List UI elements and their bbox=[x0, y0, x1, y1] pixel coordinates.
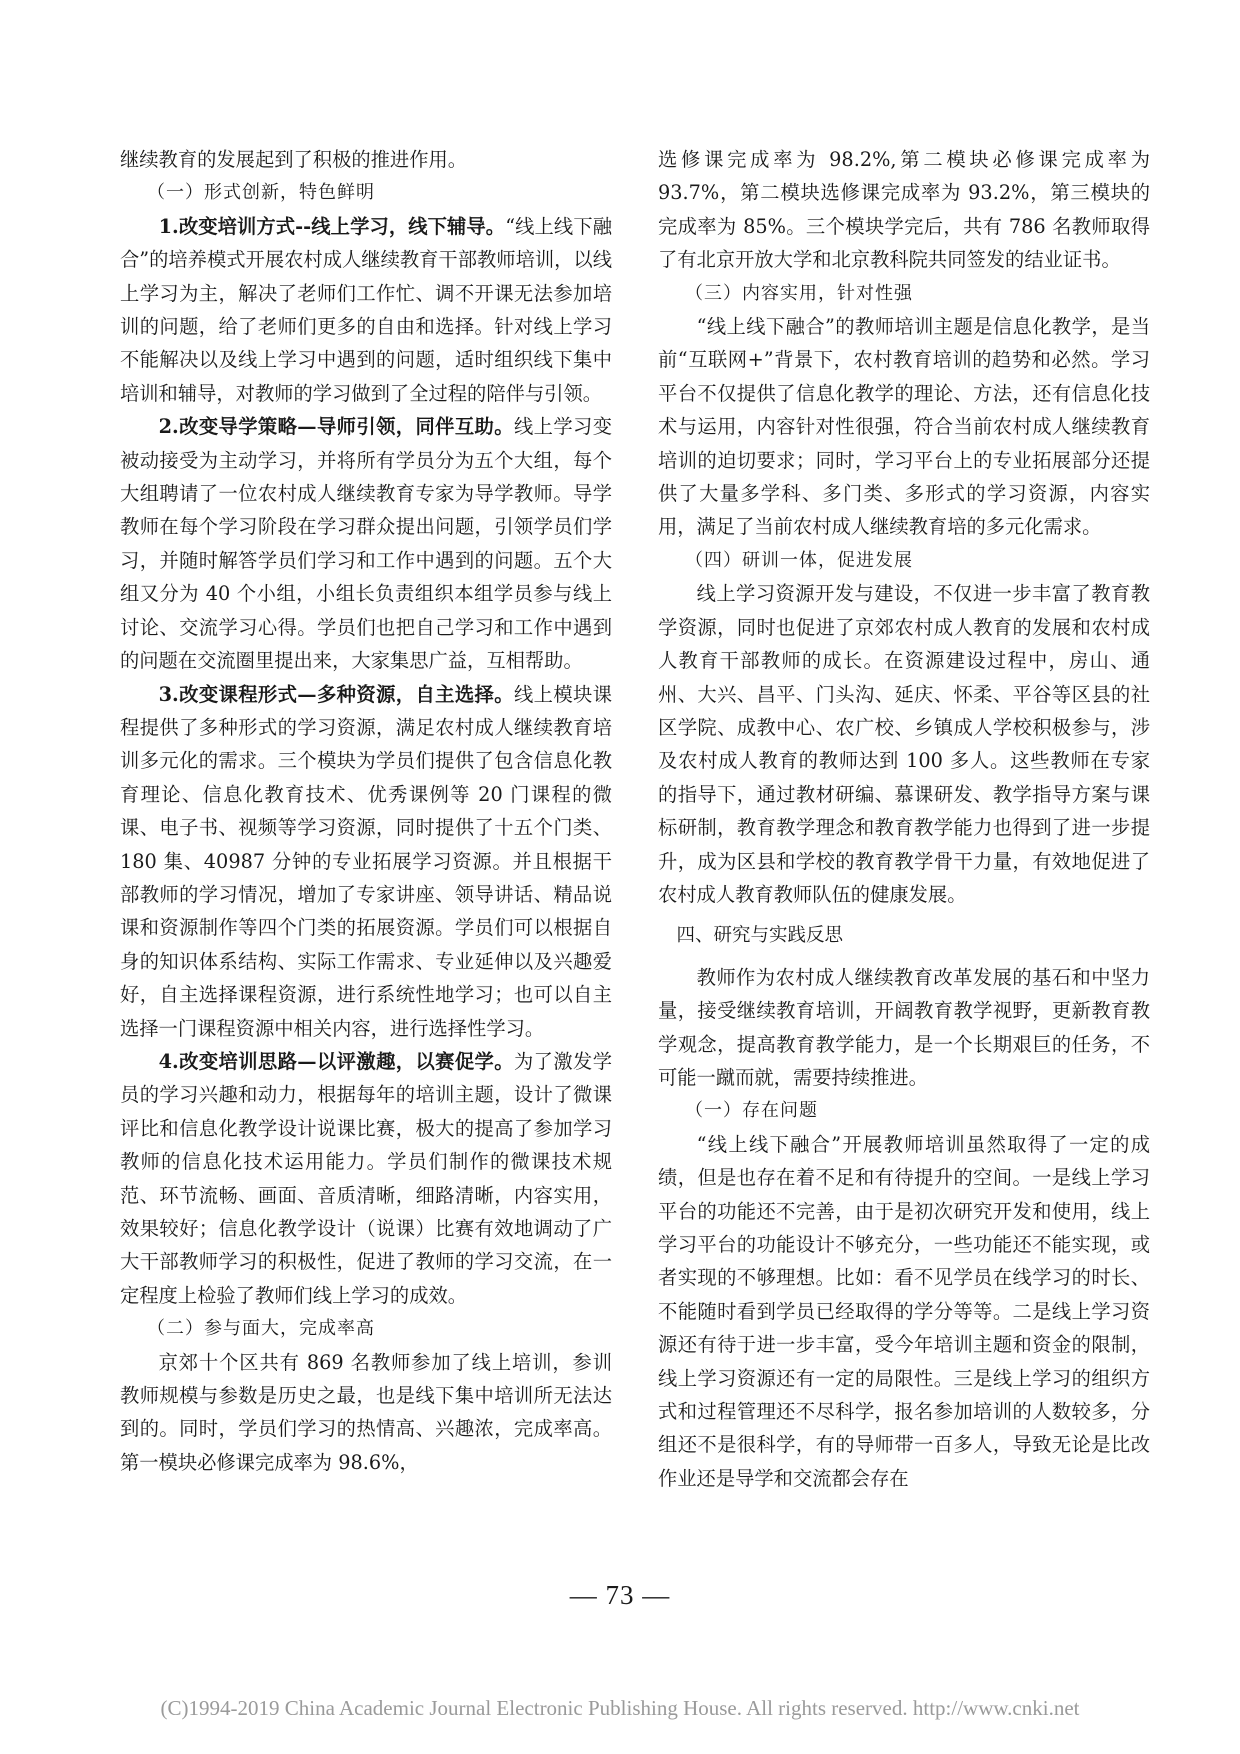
paragraph-body: 线上学习变被动接受为主动学习，并将所有学员分为五个大组，每个大组聘请了一位农村成人继续教育专家为导学教师。导学教师在每个学习阶段在学习群众提出问题，引领学员们学习，并随时解答学员们学习和工作中遇到的问题。五个大组又分为 40 个小组，小组长负责组织本组学员参与线上讨论、交流学习心得。学员们也把自己学习和工作中遇到的问题在交流圈里提出来，大家集思广益，互相帮助。 bbox=[120, 415, 612, 673]
section-heading: （四）研训一体，促进发展 bbox=[685, 549, 913, 571]
left-column bbox=[120, 143, 612, 1479]
paragraph: 京郊十个区共有 869 名教师参加了线上培训，参训教师规模与参数是历史之最，也是线下集中培训所无法达到的。同时，学员们学习的热情高、兴趣浓，完成率高。第一模块必修课完成率为 98.6%， bbox=[120, 1350, 612, 1474]
page-number: — 73 — bbox=[569, 1580, 671, 1610]
section-heading: （二）参与面大，完成率高 bbox=[147, 1318, 375, 1340]
paragraph-body: “线上线下融合”的培养模式开展农村成人继续教育干部教师培训，以线上学习为主，解决了老师们工作忙、调不开课无法参加培训的问题，给了老师们更多的自由和选择。针对线上学习不能解决以及线上学习中遇到的问题，适时组织线下集中培训和辅导，对教师的学习做到了全过程的陪伴与引领。 bbox=[120, 214, 612, 405]
paragraph bbox=[120, 210, 612, 410]
paragraph-lead: 4.改变培训思路—以评激趣，以赛促学。 bbox=[158, 1049, 514, 1073]
paragraph-lead: 2.改变导学策略—导师引领，同伴互助。 bbox=[158, 415, 514, 439]
paragraph: “线上线下融合”开展教师培训虽然取得了一定的成绩，但是也存在着不足和有待提升的空间。一是线上学习平台的功能还不完善，由于是初次研究开发和使用，线上学习平台的功能设计不够充分，一些功能还不能实现，或者实现的不够理想。比如：看不见学员在线学习的时长、不能随时看到学员已经取得的学分等等。二是线上学习资源还有待于进一步丰富，受今年培训主题和资金的限制，线上学习资源还有一定的局限性。三是线上学习的组织方式和过程管理还不尽科学，报名参加培训的人数较多，分组还不是很科学，有的导师带一百多人，导致无论是比改作业还是导学和交流都会存在 bbox=[658, 1132, 1150, 1490]
paragraph: “线上线下融合”的教师培训主题是信息化教学，是当前“互联网+”背景下，农村教育培训的趋势和必然。学习平台不仅提供了信息化教学的理论、方法，还有信息化技术与运用，内容针对性很强，符合当前农村成人继续教育培训的迫切要求；同时，学习平台上的专业拓展部分还提供了大量多学科、多门类、多形式的学习资源，内容实用，满足了当前农村成人继续教育培的多元化需求。 bbox=[658, 315, 1150, 539]
paragraph-body: 为了激发学员的学习兴趣和动力，根据每年的培训主题，设计了微课评比和信息化教学设计说课比赛，极大的提高了参加学习教师的信息化技术运用能力。学员们制作的微课技术规范、环节流畅、画面、音质清晰，细路清晰，内容实用，效果较好；信息化教学设计（说课）比赛有效地调动了广大干部教师学习的积极性，促进了教师的学习交流，在一定程度上检验了教师们线上学习的成效。 bbox=[120, 1049, 612, 1307]
paragraph: 选修课完成率为 98.2%,第二模块必修课完成率为 93.7%，第二模块选修课完成率为 93.2%，第三模块的完成率为 85%。三个模块学完后，共有 786 名教师取得了有北京开放大学和北京教科院共同签发的结业证书。 bbox=[658, 148, 1150, 272]
paragraph: 教师作为农村成人继续教育改革发展的基石和中坚力量，接受继续教育培训，开阔教育教学视野，更新教育教学观念，提高教育教学能力，是一个长期艰巨的任务，不可能一蹴而就，需要持续推进。 bbox=[658, 965, 1150, 1089]
chapter-heading: 四、研究与实践反思 bbox=[676, 925, 844, 947]
paragraph bbox=[120, 1045, 612, 1312]
copyright-footer: (C)1994-2019 China Academic Journal Electronic Publishing House. All rights reserved. http://www.cnki.net bbox=[160, 1696, 1080, 1720]
paragraph: 线上学习资源开发与建设，不仅进一步丰富了教育教学资源，同时也促进了京郊农村成人教育的发展和农村成人教育干部教师的成长。在资源建设过程中，房山、通州、大兴、昌平、门头沟、延庆、怀柔、平谷等区县的社区学院、成教中心、农广校、乡镇成人学校积极参与，涉及农村成人教育的教师达到 100 多人。这些教师在专家的指导下，通过教材研编、慕课研发、教学指导方案与课标研制，教育教学理念和教育教学能力也得到了进一步提升，成为区县和学校的教育教学骨干力量，有效地促进了农村成人教育教师队伍的健康发展。 bbox=[658, 582, 1150, 906]
paragraph-body: 线上模块课程提供了多种形式的学习资源，满足农村成人继续教育培训多元化的需求。三个模块为学员们提供了包含信息化教育理论、信息化教育技术、优秀课例等 20 门课程的微课、电子书、视频等学习资源，同时提供了十五个门类、180 集、40987 分钟的专业拓展学习资源。并且根据干部教师的学习情况，增加了专家讲座、领导讲话、精品说课和资源制作等四个门类的拓展资源。学员们可以根据自身的知识体系结构、实际工作需求、专业延伸以及兴趣爱好，自主选择课程资源，进行系统性地学习；也可以自主选择一门课程资源中相关内容，进行选择性学习。 bbox=[120, 682, 612, 1040]
paragraph-lead: 3.改变课程形式—多种资源，自主选择。 bbox=[158, 682, 514, 706]
section-heading: （三）内容实用，针对性强 bbox=[685, 282, 913, 304]
right-column bbox=[658, 143, 1150, 1495]
paragraph-lead: 1.改变培训方式--线上学习，线下辅导。 bbox=[158, 214, 506, 238]
section-heading: （一）存在问题 bbox=[685, 1100, 818, 1122]
paragraph bbox=[120, 678, 612, 1045]
paragraph: 继续教育的发展起到了积极的推进作用。 bbox=[120, 148, 468, 171]
paragraph bbox=[120, 410, 612, 677]
section-heading: （一）形式创新，特色鲜明 bbox=[147, 182, 375, 204]
